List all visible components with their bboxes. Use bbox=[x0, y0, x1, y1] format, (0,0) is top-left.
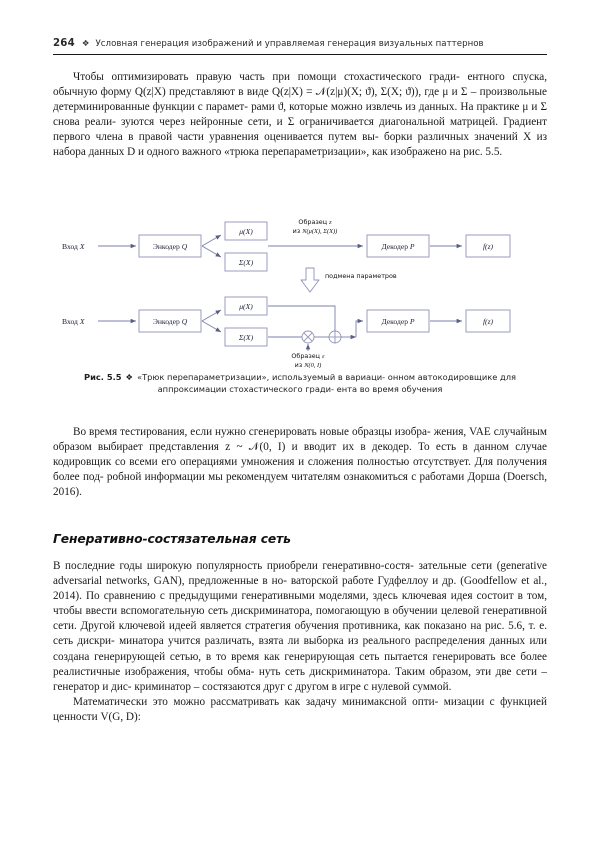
top-output-box-label: f(z) bbox=[482, 242, 494, 251]
p3-l11: нуть сеть дискриминатора. Таким образом, эти две сети – генератор и дис- bbox=[53, 665, 548, 693]
p3-l3: ваторской работе Гудфеллоу и др. (Goodfellow et al., 2014). По сравнению bbox=[53, 575, 547, 603]
p4-l1: Математически это можно рассматривать как задачу минимаксной опти- bbox=[73, 695, 439, 708]
top-sigma-box-label: Σ(X) bbox=[238, 258, 254, 267]
running-head-title: Условная генерация изображений и управляемая генерация визуальных паттернов bbox=[95, 39, 484, 49]
figure-caption-label: Рис. 5.5 bbox=[83, 372, 122, 382]
figure-caption-line2: онном автокодировщике для аппроксимации стохастического гради- bbox=[157, 372, 517, 394]
p1-l7: борки различных значений X из набора данных D и одного важного «трюка bbox=[53, 131, 547, 159]
top-input-label: Вход X bbox=[62, 242, 85, 251]
p3-l10: пытается генерировать все более реалистичные изображения, чтобы обма- bbox=[53, 650, 547, 678]
bottom-decoder-box-label: Декодер P bbox=[381, 317, 415, 326]
paragraph-one bbox=[53, 70, 547, 161]
p1-l1: Чтобы оптимизировать правую часть при помощи стохастического гради- bbox=[73, 71, 460, 83]
paragraph-two-text bbox=[53, 425, 547, 500]
top-sample-label-line1: Образец z bbox=[298, 218, 332, 226]
bottom-input-label: Вход X bbox=[62, 317, 85, 326]
bottom-sigma-box-label: Σ(X) bbox=[238, 333, 254, 342]
top-decoder-box-label: Декодер P bbox=[381, 242, 415, 251]
p2-l6: Дорша (Doersch, 2016). bbox=[53, 471, 548, 499]
figure-caption-line3: ента во время обучения bbox=[336, 383, 443, 394]
p3-l2: зательные сети (generative adversarial networks, GAN), предложенные в но- bbox=[53, 560, 547, 588]
epsilon-sample-label-line1: Образец ε bbox=[291, 352, 325, 360]
figure-caption bbox=[53, 372, 547, 395]
paragraph-four-text bbox=[53, 695, 547, 725]
paragraph-three bbox=[53, 559, 547, 725]
p3-l6: в обучении целевой генеративной сети. Другой ключевой идеей является bbox=[53, 605, 547, 633]
swap-arrow-icon bbox=[301, 268, 319, 292]
p2-l1: Во время тестирования, если нужно сгенерировать новые образцы изобра- bbox=[73, 426, 431, 438]
multiply-node-icon bbox=[302, 331, 314, 343]
p1-l5: зуются через нейронные сети, и Σ ограничивается диагональной матрицей. bbox=[120, 116, 499, 129]
bottom-mu-box-label: μ(X) bbox=[239, 302, 253, 311]
p3-l1: В последние годы широкую популярность приобрели генеративно-состя- bbox=[53, 560, 414, 572]
epsilon-sample-label-line2: из N(0, I) bbox=[294, 361, 322, 368]
p3-l5: в том, чтобы ввести вспомогательную сеть дискриминатора, помогающую bbox=[53, 590, 547, 618]
top-encoder-box-label: Энкодер Q bbox=[152, 242, 188, 251]
p1-l3: ϑ), Σ(X; ϑ)), где μ и Σ – произвольные детерминированные функции с парамет- bbox=[53, 86, 547, 114]
swap-parameters-label: подмена параметров bbox=[325, 272, 397, 280]
paragraph-one-text bbox=[53, 70, 547, 161]
diamond-icon: ❖ bbox=[81, 39, 90, 49]
bottom-output-box-label: f(z) bbox=[482, 317, 494, 326]
p1-l6: Градиент первого члена в правой части уравнения оценивается путем вы- bbox=[53, 116, 548, 144]
p2-l2: жения, VAE случайным образом выбирает представления z ~ 𝒩(0, I) и вводит bbox=[53, 426, 548, 454]
p1-l4: рами ϑ, которые можно извлечь из данных. На практике μ и Σ снова реали- bbox=[53, 101, 547, 129]
reparameterization-diagram bbox=[53, 218, 547, 368]
bottom-encoder-box-label: Энкодер Q bbox=[152, 317, 188, 326]
p3-l7: стратегия обучения противника, как показано на рис. 5.6, т. е. сеть дискри- bbox=[53, 620, 548, 648]
p1-l8: перепараметризации», как изображено на рис. 5.5. bbox=[261, 146, 503, 159]
p3-l4: с предыдущими генеративными моделями, здесь ключевая идея состоит bbox=[159, 590, 514, 603]
paragraph-three-text bbox=[53, 559, 547, 695]
caption-diamond-icon: ❖ bbox=[125, 372, 133, 382]
top-sample-label-line2: из N(μ(X), Σ(X)) bbox=[292, 227, 338, 235]
top-mu-box-label: μ(X) bbox=[239, 227, 253, 236]
p4-l2: мизации с функцией ценности V(G, D): bbox=[53, 695, 547, 723]
header-rule bbox=[53, 54, 547, 55]
p2-l3: их в декодер. То есть в данном случае кодировщик со всеми его операциями bbox=[53, 441, 547, 469]
running-head bbox=[53, 38, 547, 49]
add-node-icon bbox=[329, 331, 341, 343]
figure-caption-line1: «Трюк перепараметризации», используемый в вариаци- bbox=[137, 372, 386, 382]
p2-l5: робной информации мы рекомендуем читателям ознакомиться с работами bbox=[106, 471, 465, 484]
page-number: 264 bbox=[53, 38, 75, 49]
p3-l12: криминатор – состязаются друг с другом в игре с нулевой суммой. bbox=[134, 680, 452, 693]
section-heading: Генеративно-состязательная сеть bbox=[53, 532, 291, 546]
p3-l9: данных или создана генерирующей сетью, в то время как генерирующая сеть bbox=[53, 635, 547, 663]
p3-l8: минатора учится различать, взята ли выборка из реального распределения bbox=[119, 635, 486, 648]
paragraph-two bbox=[53, 425, 547, 500]
p2-l4: умножения и сложения полностью отсутствует. Для получения более под- bbox=[53, 456, 548, 484]
p1-l2: ентного спуска, обычную форму Q(z|X) представляют в виде Q(z|X) = 𝒩(z|μ)(X; bbox=[53, 71, 548, 99]
